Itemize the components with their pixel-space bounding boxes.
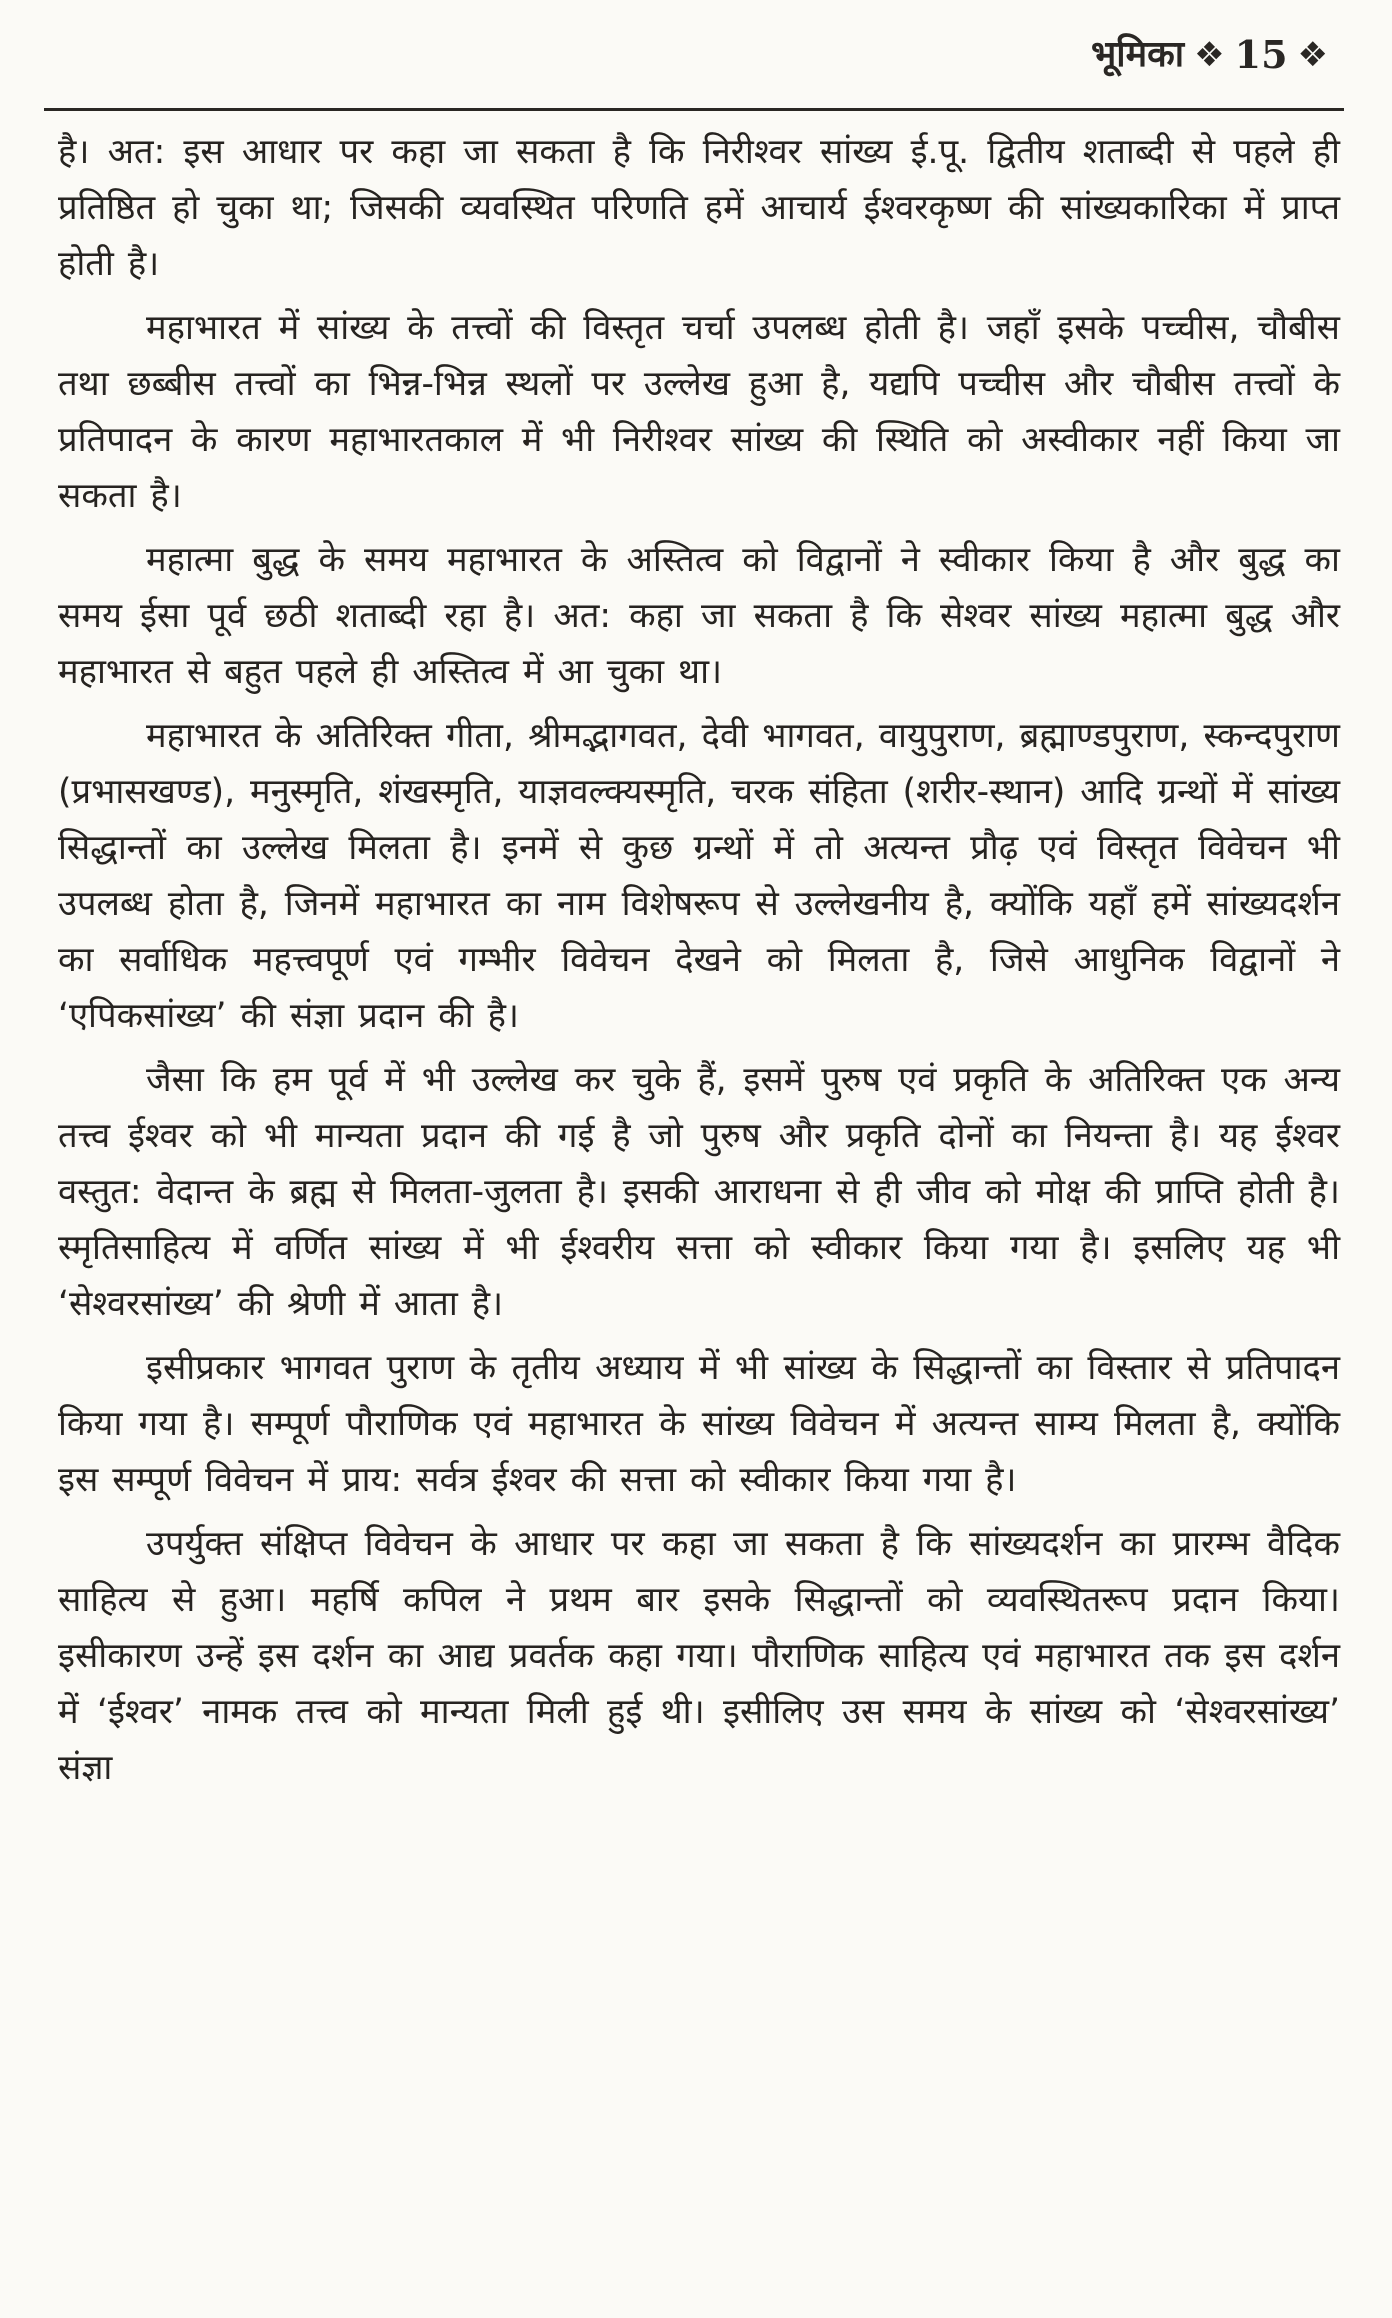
body-text: [58, 124, 1340, 1804]
paragraph: महाभारत में सांख्य के तत्त्वों की विस्तृत चर्चा उपलब्ध होती है। जहाँ इसके पच्चीस, चौबीस तथा छब्बीस तत्त्वों का भिन्न-भिन्न स्थलों पर उल्लेख हुआ है, यद्यपि पच्चीस और चौबीस तत्त्वों के प्रतिपादन के कारण महाभारतकाल में भी निरीश्वर सांख्य की स्थिति को अस्वीकार नहीं किया जा सकता है।: [58, 308, 1340, 516]
paragraph: इसीप्रकार भागवत पुराण के तृतीय अध्याय में भी सांख्य के सिद्धान्तों का विस्तार से प्रतिपादन किया गया है। सम्पूर्ण पौराणिक एवं महाभारत के सांख्य विवेचन में अत्यन्त साम्य मिलता है, क्योंकि इस सम्पूर्ण विवेचन में प्राय: सर्वत्र ईश्वर की सत्ता को स्वीकार किया गया है।: [58, 1348, 1340, 1500]
diamond-ornament-icon: ❖: [1297, 35, 1328, 75]
paragraph: जैसा कि हम पूर्व में भी उल्लेख कर चुके हैं, इसमें पुरुष एवं प्रकृति के अतिरिक्त एक अन्य तत्त्व ईश्वर को भी मान्यता प्रदान की गई है जो पुरुष और प्रकृति दोनों का नियन्ता है। यह ईश्वर वस्तुत: वेदान्त के ब्रह्म से मिलता-जुलता है। इसकी आराधना से ही जीव को मोक्ष की प्राप्ति होती है। स्मृतिसाहित्य में वर्णित सांख्य में भी ईश्वरीय सत्ता को स्वीकार किया गया है। इसलिए यह भी ‘सेश्वरसांख्य’ की श्रेणी में आता है।: [58, 1060, 1340, 1324]
paragraph: उपर्युक्त संक्षिप्त विवेचन के आधार पर कहा जा सकता है कि सांख्यदर्शन का प्रारम्भ वैदिक साहित्य से हुआ। महर्षि कपिल ने प्रथम बार इसके सिद्धान्तों को व्यवस्थितरूप प्रदान किया। इसीकारण उन्हें इस दर्शन का आद्य प्रवर्तक कहा गया। पौराणिक साहित्य एवं महाभारत तक इस दर्शन में ‘ईश्वर’ नामक तत्त्व को मान्यता मिली हुई थी। इसीलिए उस समय के सांख्य को ‘सेश्वरसांख्य’ संज्ञा: [58, 1524, 1340, 1788]
section-title: भूमिका: [1091, 34, 1185, 75]
paragraph: है। अत: इस आधार पर कहा जा सकता है कि निरीश्वर सांख्य ई.पू. द्वितीय शताब्दी से पहले ही प्रतिष्ठित हो चुका था; जिसकी व्यवस्थित परिणति हमें आचार्य ईश्वरकृष्ण की सांख्यकारिका में प्राप्त होती है।: [58, 132, 1340, 284]
paragraph: महाभारत के अतिरिक्त गीता, श्रीमद्भागवत, देवी भागवत, वायुपुराण, ब्रह्माण्डपुराण, स्कन्दपुराण (प्रभासखण्ड), मनुस्मृति, शंखस्मृति, याज्ञवल्क्यस्मृति, चरक संहिता (शरीर-स्थान) आदि ग्रन्थों में सांख्य सिद्धान्तों का उल्लेख मिलता है। इनमें से कुछ ग्रन्थों में तो अत्यन्त प्रौढ़ एवं विस्तृत विवेचन भी उपलब्ध होता है, जिनमें महाभारत का नाम विशेषरूप से उल्लेखनीय है, क्योंकि यहाँ हमें सांख्यदर्शन का सर्वाधिक महत्त्वपूर्ण एवं गम्भीर विवेचन देखने को मिलता है, जिसे आधुनिक विद्वानों ने ‘एपिकसांख्य’ की संज्ञा प्रदान की है।: [58, 716, 1340, 1036]
diamond-ornament-icon: ❖: [1194, 35, 1225, 75]
paragraph: महात्मा बुद्ध के समय महाभारत के अस्तित्व को विद्वानों ने स्वीकार किया है और बुद्ध का समय ईसा पूर्व छठी शताब्दी रहा है। अत: कहा जा सकता है कि सेश्वर सांख्य महात्मा बुद्ध और महाभारत से बहुत पहले ही अस्तित्व में आ चुका था।: [58, 540, 1340, 692]
running-header: [1091, 32, 1328, 77]
page-number: 15: [1234, 32, 1288, 77]
header-rule: [44, 108, 1344, 111]
